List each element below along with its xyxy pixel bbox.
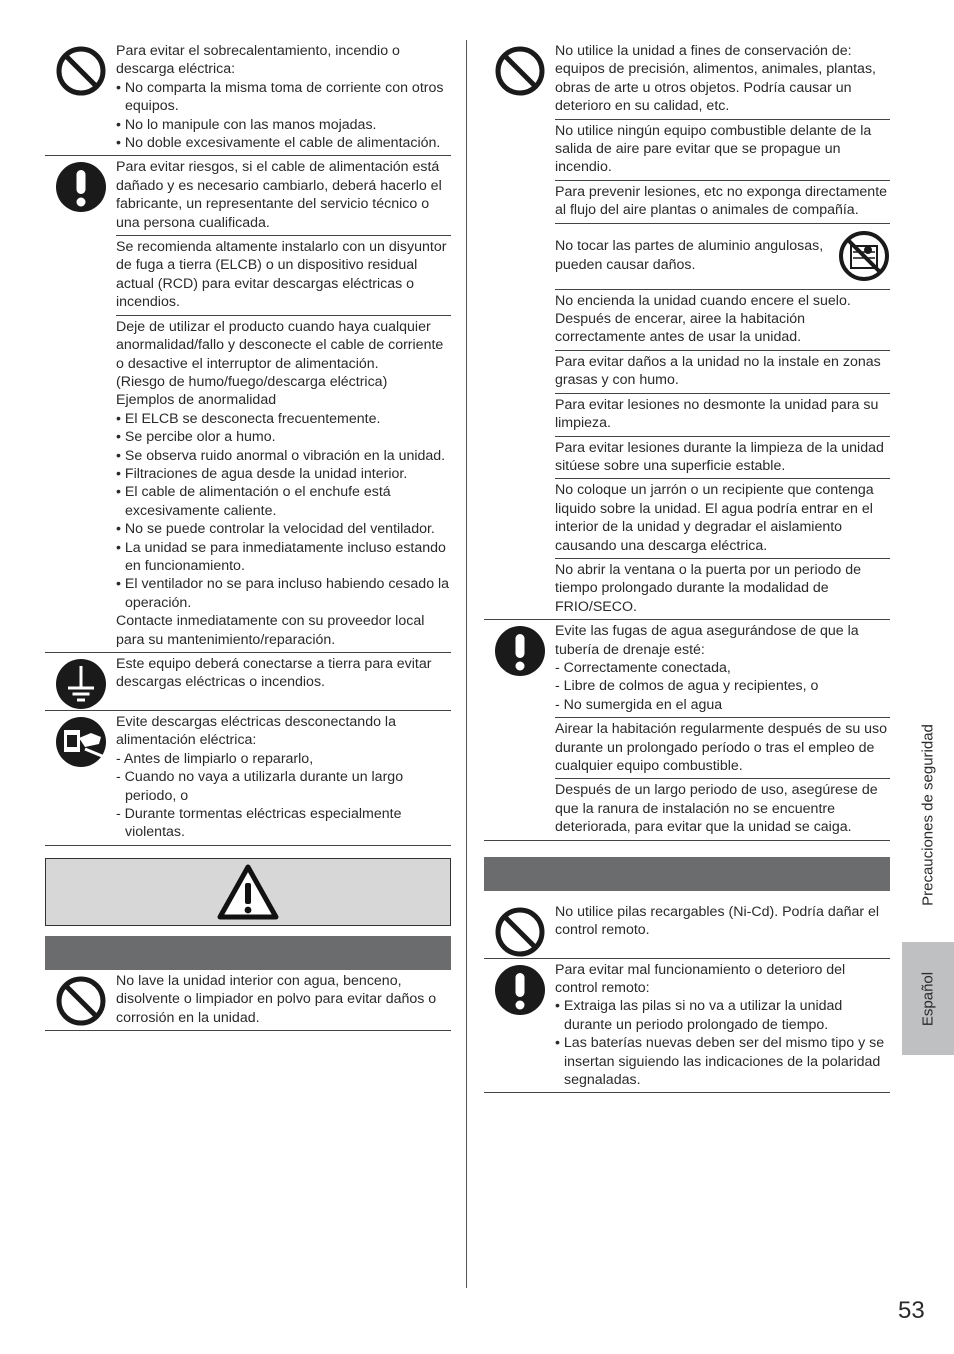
precaution-item [116,970,451,1030]
safety-block [45,711,451,846]
safety-block [484,901,890,959]
item-line: • El ventilador no se para incluso habiendo cesado la operación. [116,576,450,611]
item-line: • No doble excesivamente el cable de alimentación. [116,135,441,152]
precaution-item [555,558,890,619]
precaution-item [116,653,451,695]
item-text [555,481,890,555]
precaution-item [116,315,451,652]
no-touch-icon [838,230,890,282]
item-line: Para evitar lesiones durante la limpieza de la unidad sitúese sobre una superficie estable. [555,439,884,474]
precaution-item [555,778,890,839]
item-line: (Riesgo de humo/fuego/descarga eléctrica) [116,373,388,390]
item-line: Evite descargas eléctricas desconectando la alimentación eléctrica: [116,714,396,749]
block-icon-cell [45,711,116,845]
block-items [555,40,890,619]
item-text [555,622,890,714]
mandatory-exclamation-icon [55,161,107,213]
precaution-item [555,436,890,479]
prohibition-icon [55,45,107,97]
precaution-item [555,40,890,119]
item-text [555,42,890,116]
item-text [116,713,451,842]
item-line: No coloque un jarrón o un recipiente que contenga liquido sobre la unidad. El agua podría entrar en el interior de la unidad y degradar el aislamiento causando una descarga eléctrica. [555,482,874,554]
item-line: - Libre de colmos de agua y recipientes, o [555,678,819,695]
left-column [45,40,451,1031]
item-line: Evite las fugas de agua asegurándose de que la tubería de drenaje esté: [555,623,859,658]
item-line: Se recomienda altamente instalarlo con un disyuntor de fuga a tierra (ELCB) o un dispositivo residual actual (RCD) para evitar descargas eléctricas o incendios. [116,239,447,311]
item-text [555,353,890,390]
precaution-item [555,620,890,717]
precaution-item [555,119,890,180]
block-items [555,901,890,958]
item-text [116,318,451,649]
safety-block [484,40,890,620]
item-line: - Correctamente conectada, [555,659,731,676]
block-items [116,711,451,845]
safety-block [484,620,890,840]
column-divider [466,40,467,1288]
item-line: • El cable de alimentación o el enchufe está excesivamente caliente. [116,484,391,519]
item-text [116,655,451,692]
item-line: Para evitar mal funcionamiento o deterioro del control remoto: [555,961,846,997]
item-line: • El ELCB se desconecta frecuentemente. [116,410,381,427]
language-side-tab [902,942,954,1055]
prohibition-icon [494,45,546,97]
precaution-item [116,156,451,235]
item-line: Deje de utilizar el producto cuando haya cualquier anormalidad/fallo y desconecte el cable de corriente o desactive el interruptor de alimentación. [116,318,444,372]
block-icon-cell [484,620,555,839]
item-line: • Se percibe olor a humo. [116,429,276,446]
item-text [555,561,890,616]
left-safety-blocks [45,40,451,846]
item-text [555,720,890,775]
item-text [555,396,890,433]
item-text [555,122,890,177]
item-text [555,781,890,836]
item-line: Para prevenir lesiones, etc no exponga directamente al flujo del aire plantas o animales de compañía. [555,183,888,219]
item-line: Para evitar el sobrecalentamiento, incendio o descarga eléctrica: [116,43,400,78]
item-line: - Cuando no vaya a utilizarla durante un largo periodo, o [116,769,404,804]
item-text [555,961,890,1090]
item-text [555,439,890,476]
item-line: - No sumergida en el agua [555,696,723,713]
item-line: No lave la unidad interior con agua, benceno, disolvente o limpiador en polvo para evitar daños o corrosión en la unidad. [116,972,437,1026]
language-tab-label: Español [919,971,937,1026]
precaution-item [555,180,890,223]
block-items [116,156,451,652]
section-side-tab [902,690,954,940]
item-text [555,903,890,940]
block-items [555,959,890,1093]
item-line: - Antes de limpiarlo o repararlo, [116,750,314,767]
block-icon-cell [45,40,116,155]
right-column [484,40,890,1093]
safety-block [45,40,451,156]
left-after-bar-blocks [45,970,451,1031]
item-line: Para evitar riesgos, si el cable de alimentación está dañado y es necesario cambiarlo, deberá hacerlo el fabricante, un representante del servicio técnico o una persona cualificada. [116,159,442,231]
item-line: • Extraiga las pilas si no va a utilizar la unidad durante un periodo prolongado de tiempo. [555,998,843,1033]
page-number: 53 [898,1297,925,1324]
section-tab-label: Precauciones de seguridad [919,724,937,906]
item-line: • Filtraciones de agua desde la unidad interior. [116,465,408,482]
mandatory-exclamation-icon [494,964,546,1016]
precaution-item [555,393,890,436]
unplug-icon [55,716,107,768]
block-icon-cell [484,40,555,619]
block-items [116,40,451,155]
block-icon-cell [45,653,116,710]
item-text [555,292,890,347]
precaution-item [116,235,451,315]
right-safety-blocks [484,40,890,841]
block-icon-cell [45,156,116,652]
item-line: Este equipo deberá conectarse a tierra para evitar descargas eléctricas o incendios. [116,656,432,691]
block-items [116,970,451,1030]
item-text [116,238,451,312]
item-line: • No comparta la misma toma de corriente con otros equipos. [116,79,444,115]
item-line: • Se observa ruido anormal o vibración en la unidad. [116,447,446,464]
block-icon-cell [484,959,555,1093]
block-icon-cell [45,970,116,1030]
item-line: No tocar las partes de aluminio angulosas, pueden causar daños. [555,238,824,273]
item-line: No abrir la ventana o la puerta por un periodo de tiempo prolongado durante la modalidad de FRIO/SECO. [555,561,862,615]
item-text [555,237,838,274]
block-items [116,653,451,710]
precaution-item [555,959,890,1093]
item-line: Contacte inmediatamente con su proveedor local para su mantenimiento/reparación. [116,613,425,648]
item-line: Ejemplos de anormalidad [116,392,277,409]
section-heading-bar [45,936,451,970]
item-line: Para evitar daños a la unidad no la instale en zonas grasas y con humo. [555,353,881,389]
precaution-item [555,901,890,943]
item-line: No utilice la unidad a fines de conservación de: equipos de precisión, alimentos, animales, plantas, obras de arte u otros objetos. Podría causar un deterioro en su calidad, etc. [555,43,876,115]
precaution-item [555,289,890,350]
item-line: No utilice ningún equipo combustible delante de la salida de aire pare evitar que se propague un incendio. [555,122,872,176]
item-text [555,183,890,220]
item-line: • No se puede controlar la velocidad del ventilador. [116,521,435,538]
prohibition-icon [494,906,546,958]
item-text [116,42,451,152]
precaution-item [555,223,890,289]
ground-icon [55,658,107,710]
warning-triangle-icon [216,863,280,921]
caution-header-box [45,858,451,926]
item-line: - Durante tormentas eléctricas especialmente violentas. [116,806,402,841]
item-text [116,158,451,232]
item-line: No encienda la unidad cuando encere el suelo. Después de encerar, airee la habitación correctamente antes de usar la unidad. [555,292,851,346]
block-icon-cell [484,901,555,958]
item-line: • No lo manipule con las manos mojadas. [116,116,377,133]
safety-block [45,970,451,1031]
mandatory-exclamation-icon [494,625,546,677]
prohibition-icon [55,975,107,1027]
safety-block [484,959,890,1094]
item-line: Airear la habitación regularmente después de su uso durante un prolongado período o tras el empleo de cualquier equipo combustible. [555,721,888,774]
item-text [116,972,451,1027]
item-line: • La unidad se para inmediatamente incluso estando en funcionamiento. [116,539,446,574]
precaution-item [555,350,890,393]
safety-block [45,653,451,711]
item-line: No utilice pilas recargables (Ni-Cd). Podría dañar el control remoto. [555,903,880,939]
item-line: Después de un largo periodo de uso, asegúrese de que la ranura de instalación no se encuentre deteriorada, para evitar que la unidad se caiga. [555,782,878,836]
precaution-item [116,40,451,155]
precaution-item [555,717,890,778]
precaution-item [116,711,451,845]
safety-block [45,156,451,653]
block-items [555,620,890,839]
precaution-item [555,478,890,558]
section-heading-bar [484,857,890,891]
item-line: • Las baterías nuevas deben ser del mismo tipo y se insertan siguiendo las indicaciones de la polaridad segnaladas. [555,1035,885,1089]
item-line: Para evitar lesiones no desmonte la unidad para su limpieza. [555,396,879,432]
right-after-bar-blocks [484,901,890,1094]
